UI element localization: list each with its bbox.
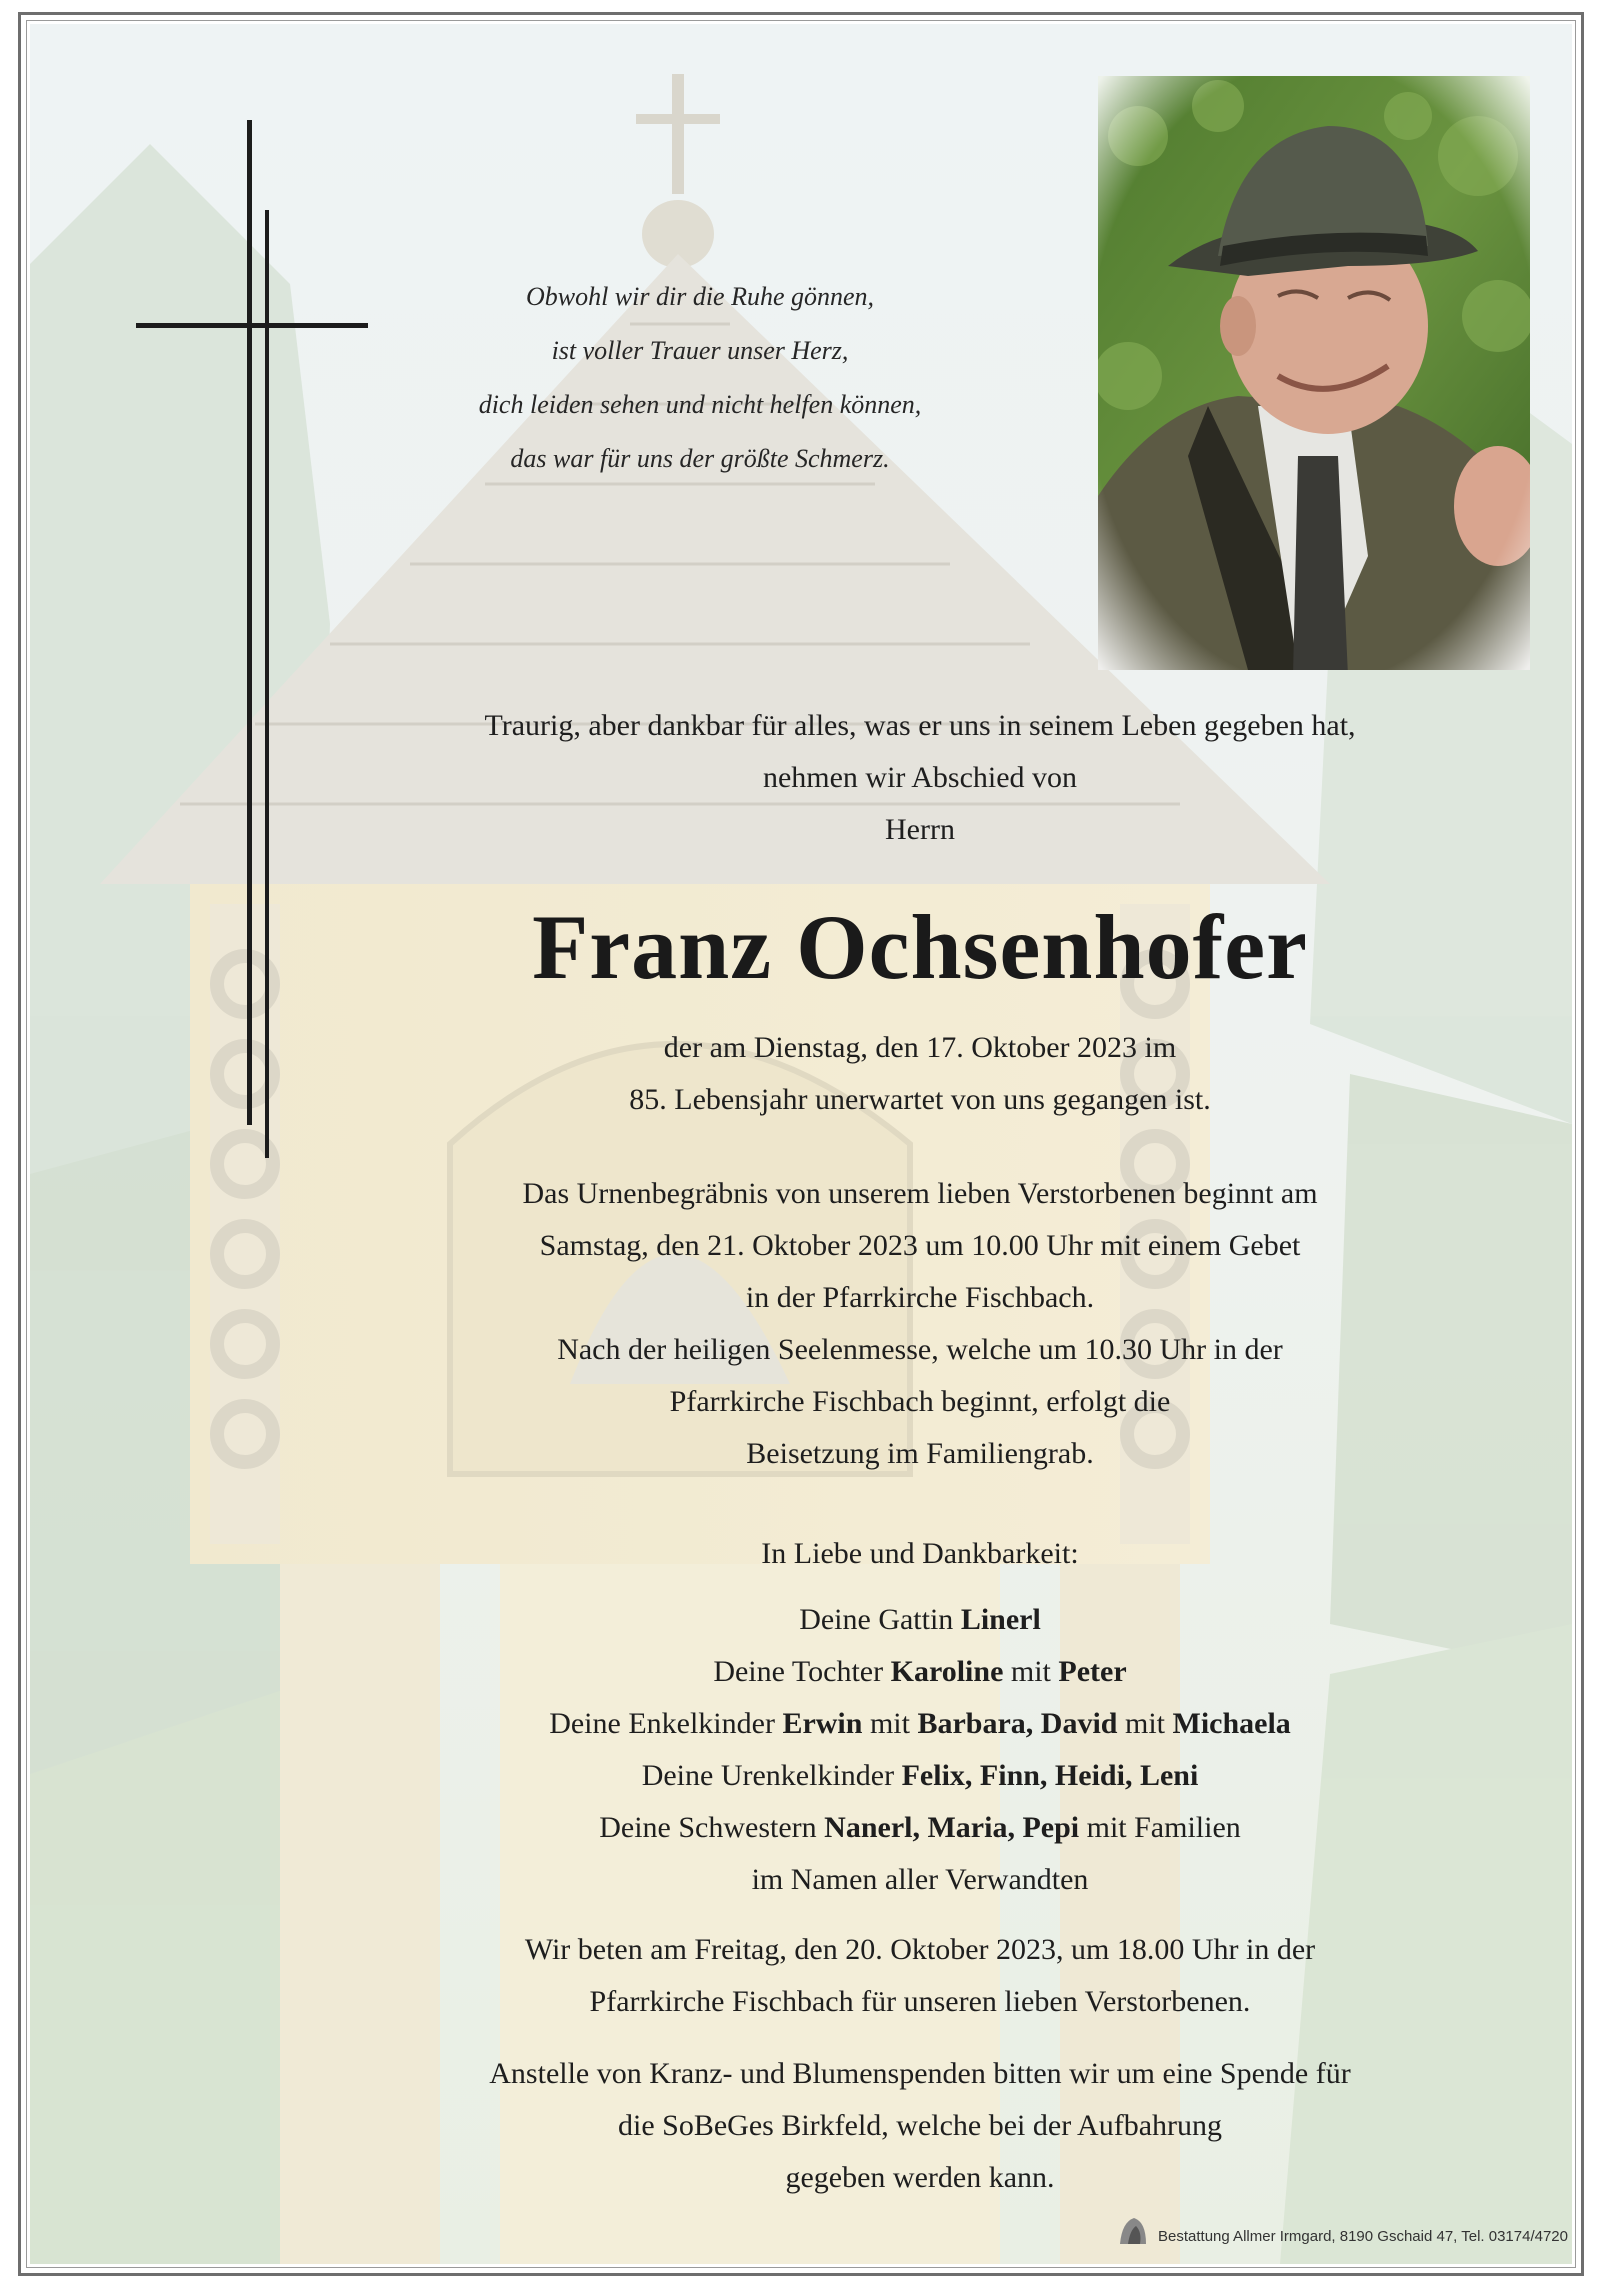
death-notice-line: der am Dienstag, den 17. Oktober 2023 im	[663, 1031, 1177, 1064]
cross-shadow-line	[265, 210, 269, 1158]
prayer-line: Pfarrkirche Fischbach für unseren lieben Verstorbenen.	[589, 1985, 1251, 2018]
poem-line: Obwohl wir dir die Ruhe gönnen,	[525, 282, 875, 311]
mourner-name: Linerl	[960, 1603, 1041, 1636]
donation-line: gegeben werden kann.	[785, 2161, 1055, 2194]
poem-line: ist voller Trauer unser Herz,	[551, 336, 849, 365]
donation-notice	[380, 2048, 1460, 2204]
prayer-notice	[380, 1924, 1460, 2028]
mourners-heading	[380, 1528, 1460, 1580]
funeral-line: in der Pfarrkirche Fischbach.	[745, 1281, 1095, 1314]
mourner-name: Peter	[1058, 1655, 1127, 1688]
funeral-line: Beisetzung im Familiengrab.	[746, 1437, 1094, 1470]
mourners-list	[380, 1594, 1460, 1906]
mourner-grandchildren	[380, 1698, 1460, 1750]
mourners-heading-text: In Liebe und Dankbarkeit:	[761, 1537, 1079, 1570]
mourner-name: Felix, Finn, Heidi, Leni	[901, 1759, 1199, 1792]
cross-vertical-line	[247, 120, 252, 1125]
mourner-name: Karoline	[890, 1655, 1004, 1688]
mourner-label: Deine Gattin	[799, 1603, 954, 1636]
mourner-relatives: im Namen aller Verwandten	[751, 1863, 1089, 1896]
funeral-line: Das Urnenbegräbnis von unserem lieben Verstorbenen beginnt am	[522, 1177, 1318, 1210]
mourner-label: Deine Enkelkinder	[549, 1707, 775, 1740]
funeral-line: Pfarrkirche Fischbach beginnt, erfolgt die	[669, 1385, 1171, 1418]
memorial-poem	[400, 270, 1000, 486]
intro-line: Traurig, aber dankbar für alles, was er uns in seinem Leben gegeben hat,	[484, 709, 1356, 742]
death-notice-line: 85. Lebensjahr unerwartet von uns gegangen ist.	[629, 1083, 1211, 1116]
prayer-line: Wir beten am Freitag, den 20. Oktober 2023, um 18.00 Uhr in der	[524, 1933, 1316, 1966]
funeral-line: Nach der heiligen Seelenmesse, welche um 10.30 Uhr in der	[557, 1333, 1283, 1366]
intro-line: nehmen wir Abschied von	[762, 761, 1078, 794]
funeral-line: Samstag, den 21. Oktober 2023 um 10.00 Uhr mit einem Gebet	[539, 1229, 1301, 1262]
mourner-name: Erwin	[782, 1707, 863, 1740]
mourner-wife	[380, 1594, 1460, 1646]
mourner-name: Nanerl, Maria, Pepi	[824, 1811, 1080, 1844]
donation-line: Anstelle von Kranz- und Blumenspenden bitten wir um eine Spende für	[489, 2057, 1351, 2090]
mourner-label: Deine Schwestern	[599, 1811, 817, 1844]
mourner-connector: mit Familien	[1086, 1811, 1241, 1844]
mourner-label: Deine Urenkelkinder	[641, 1759, 895, 1792]
mourner-connector: mit	[1010, 1655, 1051, 1688]
mourner-name: Barbara, David	[917, 1707, 1118, 1740]
mourner-connector: mit	[869, 1707, 910, 1740]
intro-line: Herrn	[885, 813, 955, 846]
mourner-daughter	[380, 1646, 1460, 1698]
poem-line: dich leiden sehen und nicht helfen können,	[478, 390, 922, 419]
deceased-name: Franz Ochsenhofer	[532, 896, 1308, 998]
mourner-sisters	[380, 1802, 1460, 1854]
funeral-home-logo-icon	[1116, 2214, 1150, 2248]
mourner-label: Deine Tochter	[713, 1655, 884, 1688]
funeral-details	[380, 1168, 1460, 1480]
donation-line: die SoBeGes Birkfeld, welche bei der Aufbahrung	[618, 2109, 1222, 2142]
portrait-photo	[1098, 76, 1530, 670]
mourner-connector: mit	[1124, 1707, 1165, 1740]
mourner-name: Michaela	[1172, 1707, 1291, 1740]
mourner-great-grandchildren	[380, 1750, 1460, 1802]
death-notice	[380, 1022, 1460, 1126]
funeral-home-info: Bestattung Allmer Irmgard, 8190 Gschaid 47, Tel. 03174/4720	[1158, 2228, 1568, 2245]
intro-text	[380, 700, 1460, 856]
poem-line: das war für uns der größte Schmerz.	[510, 444, 890, 473]
cross-horizontal-line	[136, 323, 368, 328]
